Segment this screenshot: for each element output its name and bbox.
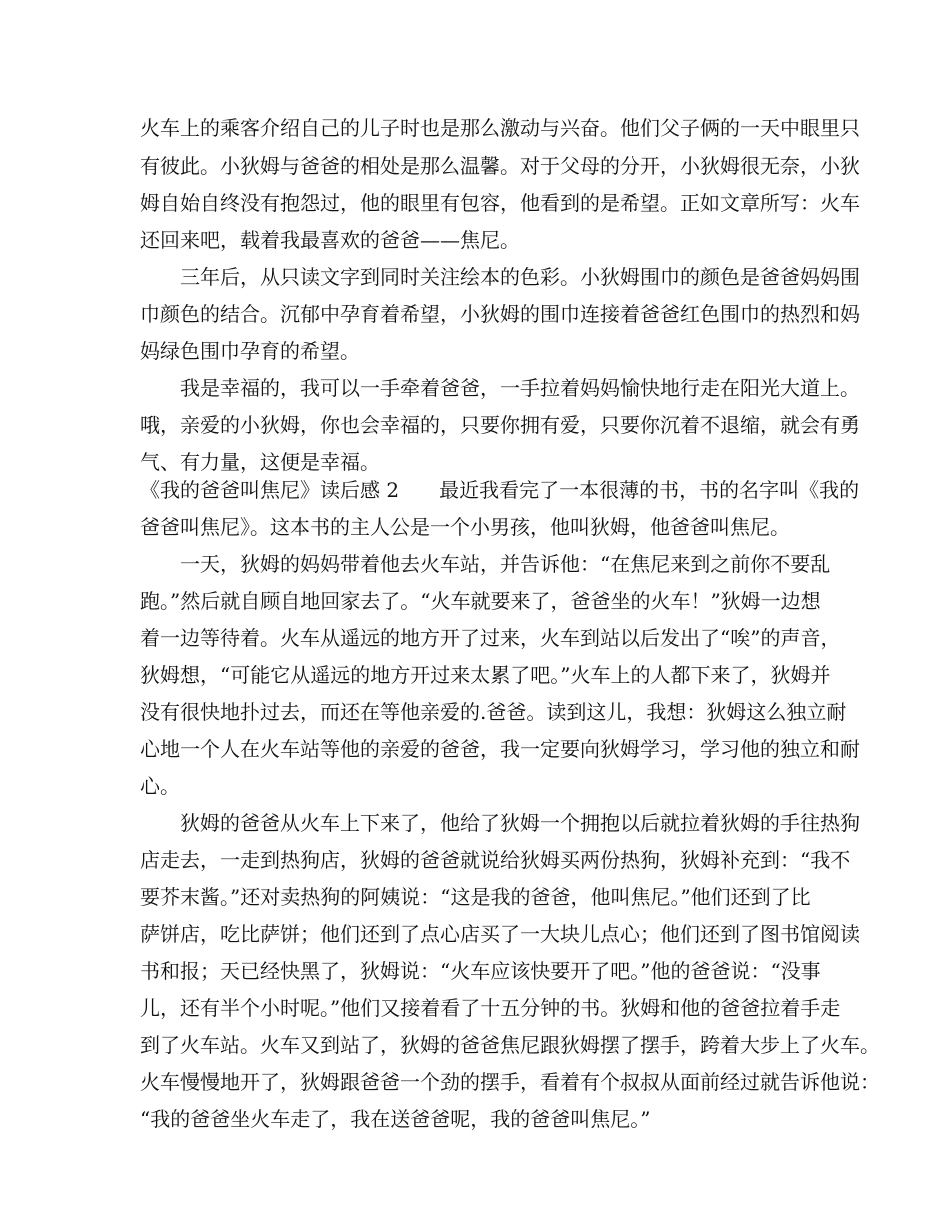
text-line: 狄姆想，“可能它从遥远的地方开过来太累了吧。”火车上的人都下来了，狄姆并: [140, 663, 831, 687]
text-line: 没有很快地扑过去，而还在等他亲爱的.爸爸。读到这儿，我想：狄姆这么独立耐: [140, 700, 847, 724]
text-line: 妈绿色围巾孕育的希望。: [140, 339, 360, 363]
text-line: “我的爸爸坐火车走了，我在送爸爸呢，我的爸爸叫焦尼。”: [140, 1107, 651, 1131]
text-line: 儿，还有半个小时呢。”他们又接着看了十五分钟的书。狄姆和他的爸爸拉着手走: [140, 996, 841, 1020]
text-line: 心。: [140, 774, 180, 798]
text-line: 巾颜色的结合。沉郁中孕育着希望，小狄姆的围巾连接着爸爸红色围巾的热烈和妈: [140, 302, 860, 326]
text-line: 哦，亲爱的小狄姆，你也会幸福的，只要你拥有爱，只要你沉着不退缩，就会有勇: [140, 413, 860, 437]
text-line: 心地一个人在火车站等他的亲爱的爸爸，我一定要向狄姆学习，学习他的独立和耐: [140, 737, 860, 761]
text-line: 火车上的乘客介绍自己的儿子时也是那么激动与兴奋。他们父子俩的一天中眼里只: [140, 116, 860, 140]
text-line: 有彼此。小狄姆与爸爸的相处是那么温馨。对于父母的分开，小狄姆很无奈，小狄: [140, 154, 860, 178]
text-line: 着一边等待着。火车从遥远的地方开了过来，火车到站以后发出了“唉”的声音，: [140, 626, 841, 650]
paragraph-start: 我是幸福的，我可以一手牵着爸爸，一手拉着妈妈愉快地行走在阳光大道上。: [180, 376, 860, 400]
paragraph-start: 三年后，从只读文字到同时关注绘本的色彩。小狄姆围巾的颜色是爸爸妈妈围: [180, 265, 860, 289]
text-line: 火车慢慢地开了，狄姆跟爸爸一个劲的摆手，看着有个叔叔从面前经过就告诉他说：: [140, 1070, 880, 1094]
paragraph-start: 狄姆的爸爸从火车上下来了，他给了狄姆一个拥抱以后就拉着狄姆的手往热狗: [180, 811, 860, 835]
text-line: 爸爸叫焦尼》。这本书的主人公是一个小男孩，他叫狄姆，他爸爸叫焦尼。: [140, 515, 790, 539]
paragraph-start: 一天，狄姆的妈妈带着他去火车站，并告诉他：“在焦尼来到之前你不要乱: [180, 552, 831, 576]
text-line: 萨饼店，吃比萨饼；他们还到了点心店买了一大块儿点心；他们还到了图书馆阅读: [140, 922, 860, 946]
text-line: 到了火车站。火车又到站了，狄姆的爸爸焦尼跟狄姆摆了摆手，跨着大步上了火车。: [140, 1033, 880, 1057]
text-line: 店走去，一走到热狗店，狄姆的爸爸就说给狄姆买两份热狗，狄姆补充到：“我不: [140, 848, 851, 872]
text-line: 书和报；天已经快黑了，狄姆说：“火车应该快要开了吧。”他的爸爸说：“没事: [140, 959, 821, 983]
text-line: 气、有力量，这便是幸福。: [140, 450, 380, 474]
text-line: 姆自始自终没有抱怨过，他的眼里有包容，他看到的是希望。正如文章所写：火车: [140, 191, 860, 215]
text-line: 要芥末酱。”还对卖热狗的阿姨说：“这是我的爸爸，他叫焦尼。”他们还到了比: [140, 885, 811, 909]
text-line: 还回来吧，载着我最喜欢的爸爸——焦尼。: [140, 228, 520, 252]
section-heading-line: 《我的爸爸叫焦尼》读后感 2 最近我看完了一本很薄的书，书的名字叫《我的: [140, 478, 860, 502]
text-line: 跑。”然后就自顾自地回家去了。“火车就要来了，爸爸坐的火车！”狄姆一边想: [140, 589, 821, 613]
